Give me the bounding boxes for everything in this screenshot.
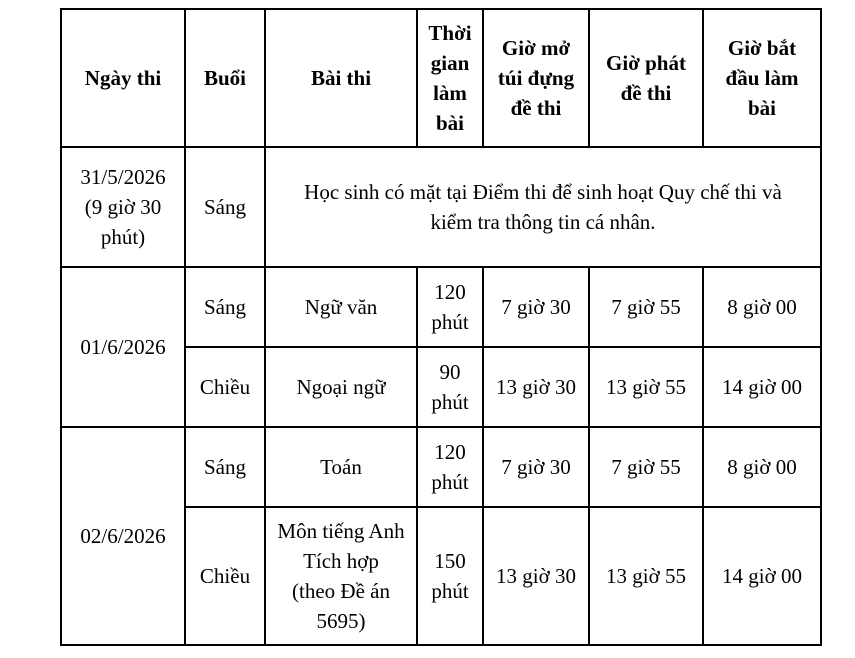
distribute-cell: 13 giờ 55 <box>589 507 703 645</box>
start-cell: 8 giờ 00 <box>703 267 821 347</box>
start-cell: 14 giờ 00 <box>703 507 821 645</box>
duration-cell: 90 phút <box>417 347 483 427</box>
open-bag-cell: 13 giờ 30 <box>483 347 589 427</box>
session-cell: Chiều <box>185 347 265 427</box>
table-row <box>61 427 821 507</box>
date-cell: 01/6/2026 <box>61 267 185 427</box>
open-bag-cell: 13 giờ 30 <box>483 507 589 645</box>
header-duration: Thời gian làm bài <box>417 9 483 147</box>
header-subject: Bài thi <box>265 9 417 147</box>
exam-schedule-table <box>60 8 822 646</box>
header-session: Buổi <box>185 9 265 147</box>
session-cell: Sáng <box>185 147 265 267</box>
duration-cell: 120 phút <box>417 267 483 347</box>
header-open-bag: Giờ mở túi đựng đề thi <box>483 9 589 147</box>
distribute-cell: 7 giờ 55 <box>589 427 703 507</box>
subject-cell: Ngoại ngữ <box>265 347 417 427</box>
date-cell: 02/6/2026 <box>61 427 185 645</box>
open-bag-cell: 7 giờ 30 <box>483 267 589 347</box>
duration-cell: 120 phút <box>417 427 483 507</box>
duration-cell: 150 phút <box>417 507 483 645</box>
start-cell: 8 giờ 00 <box>703 427 821 507</box>
subject-cell: Ngữ văn <box>265 267 417 347</box>
header-distribute: Giờ phát đề thi <box>589 9 703 147</box>
distribute-cell: 13 giờ 55 <box>589 347 703 427</box>
start-cell: 14 giờ 00 <box>703 347 821 427</box>
session-cell: Chiều <box>185 507 265 645</box>
date-cell: 31/5/2026 (9 giờ 30 phút) <box>61 147 185 267</box>
subject-cell: Môn tiếng Anh Tích hợp (theo Đề án 5695) <box>265 507 417 645</box>
table-row <box>61 267 821 347</box>
header-date: Ngày thi <box>61 9 185 147</box>
orientation-note: Học sinh có mặt tại Điểm thi để sinh hoạt Quy chế thi và kiểm tra thông tin cá nhân. <box>265 147 821 267</box>
header-start: Giờ bắt đầu làm bài <box>703 9 821 147</box>
subject-cell: Toán <box>265 427 417 507</box>
session-cell: Sáng <box>185 267 265 347</box>
header-row <box>61 9 821 147</box>
session-cell: Sáng <box>185 427 265 507</box>
distribute-cell: 7 giờ 55 <box>589 267 703 347</box>
open-bag-cell: 7 giờ 30 <box>483 427 589 507</box>
table-row <box>61 147 821 267</box>
